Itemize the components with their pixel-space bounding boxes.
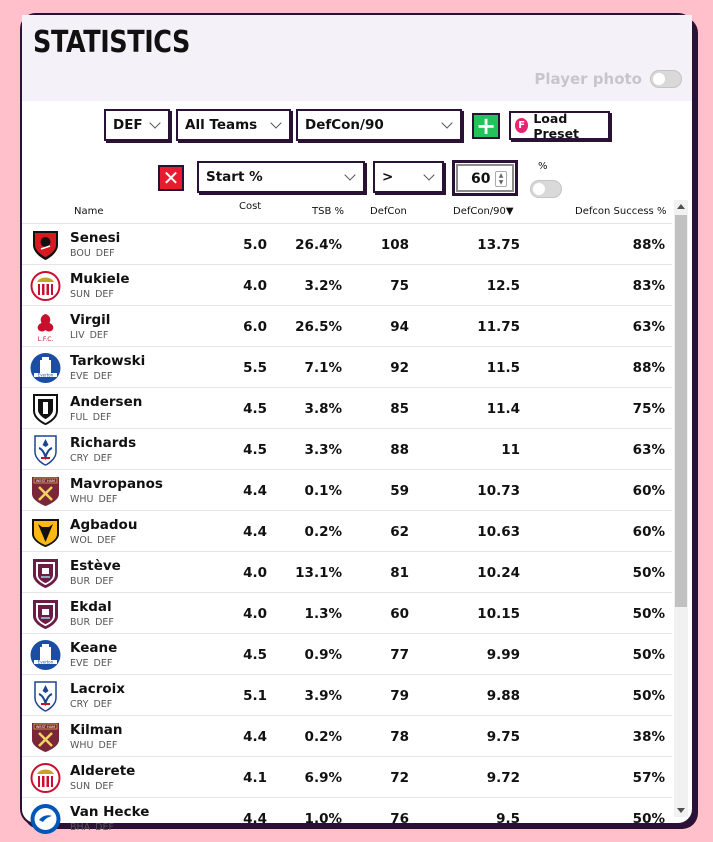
cell-defcon: 92	[390, 360, 409, 376]
cell-defcon: 79	[390, 688, 409, 704]
add-filter-button[interactable]: +	[472, 113, 500, 139]
cell-defcon90: 12.5	[486, 278, 520, 294]
cell-defcon: 76	[390, 811, 409, 827]
cell-success: 50%	[632, 647, 665, 663]
header	[22, 15, 692, 101]
team-select-value: All Teams	[185, 117, 258, 133]
player-team: LIV	[70, 330, 85, 341]
position-select-value: DEF	[113, 117, 143, 133]
remove-filter-button[interactable]: ✕	[158, 165, 184, 191]
player-meta	[70, 330, 108, 341]
svg-text:WEST HAM: WEST HAM	[35, 725, 56, 729]
brighton-badge	[29, 803, 62, 835]
cell-cost: 4.4	[243, 524, 267, 540]
cell-defcon90: 9.5	[496, 811, 520, 827]
player-name[interactable]: Tarkowski	[70, 353, 146, 369]
header-defcon[interactable]: DefCon	[370, 206, 407, 217]
cell-tsb: 3.9%	[304, 688, 342, 704]
player-name[interactable]: Andersen	[70, 394, 143, 410]
cell-defcon: 75	[390, 278, 409, 294]
table-row[interactable]	[22, 797, 672, 839]
cell-defcon90: 10.63	[477, 524, 520, 540]
player-position: DEF	[93, 699, 113, 710]
scrollbar-thumb[interactable]	[675, 215, 687, 607]
player-position: DEF	[95, 781, 114, 792]
player-name[interactable]: Ekdal	[70, 599, 112, 615]
cell-defcon: 85	[390, 401, 409, 417]
table-row[interactable]	[22, 387, 672, 429]
player-name[interactable]: Richards	[70, 435, 137, 451]
table-row[interactable]	[22, 715, 672, 757]
cell-cost: 5.5	[243, 360, 267, 376]
player-meta	[70, 371, 112, 382]
condition-stat-select[interactable]	[197, 161, 365, 193]
player-team: CRY	[70, 453, 89, 464]
chevron-down-icon	[344, 169, 355, 180]
player-name[interactable]: Kilman	[70, 722, 123, 738]
cell-tsb: 3.2%	[304, 278, 342, 294]
crystal-palace-badge	[29, 680, 62, 712]
cell-cost: 4.4	[243, 811, 267, 827]
player-meta	[70, 494, 117, 505]
cell-defcon: 78	[390, 729, 409, 745]
cell-defcon: 108	[380, 237, 409, 253]
burnley-badge	[29, 598, 62, 630]
stat-select[interactable]	[296, 109, 462, 141]
cell-cost: 4.4	[243, 729, 267, 745]
cell-tsb: 3.8%	[304, 401, 342, 417]
cell-success: 38%	[632, 729, 665, 745]
bournemouth-badge	[29, 229, 62, 261]
cell-success: 75%	[632, 401, 665, 417]
player-position: DEF	[98, 494, 118, 505]
load-preset-label: Load Preset	[533, 110, 580, 141]
header-defcon90-label: DefCon/90	[453, 206, 506, 217]
player-team: BOU	[70, 248, 91, 259]
svg-text:Everton: Everton	[37, 659, 54, 665]
cell-defcon90: 10.15	[477, 606, 520, 622]
player-photo-label: Player photo	[534, 70, 642, 88]
cell-defcon: 94	[390, 319, 409, 335]
player-meta	[70, 412, 112, 423]
liverpool-badge	[29, 311, 62, 343]
player-meta	[70, 699, 112, 710]
player-meta	[70, 781, 114, 792]
cell-success: 63%	[632, 319, 665, 335]
player-position: DEF	[95, 822, 114, 833]
team-select[interactable]	[176, 109, 291, 141]
player-team: WOL	[70, 535, 93, 546]
player-meta	[70, 617, 114, 628]
header-cost[interactable]: Cost	[239, 201, 262, 212]
cell-defcon: 72	[390, 770, 409, 786]
player-position: DEF	[95, 248, 115, 259]
scrollbar[interactable]	[674, 200, 688, 817]
player-team: SUN	[70, 289, 91, 300]
cell-tsb: 26.5%	[295, 319, 342, 335]
cell-defcon90: 10.24	[477, 565, 520, 581]
svg-text:Everton: Everton	[37, 372, 54, 378]
page-title: STATISTICS	[33, 25, 190, 60]
player-name[interactable]: Senesi	[70, 230, 121, 246]
everton-badge	[29, 352, 62, 384]
player-meta	[70, 248, 115, 259]
cell-tsb: 1.3%	[304, 606, 342, 622]
player-position: DEF	[98, 740, 118, 751]
cell-success: 50%	[632, 565, 665, 581]
player-team: EVE	[70, 371, 89, 382]
stat-select-value: DefCon/90	[305, 117, 384, 133]
player-team: BUR	[70, 576, 91, 587]
header-success[interactable]: Defcon Success %	[575, 206, 667, 217]
player-position: DEF	[93, 371, 113, 382]
table-row[interactable]	[22, 756, 672, 798]
cell-cost: 4.0	[243, 278, 267, 294]
table-row[interactable]	[22, 551, 672, 593]
player-name[interactable]: Mavropanos	[70, 476, 163, 492]
player-position: DEF	[93, 658, 113, 669]
player-team: EVE	[70, 658, 89, 669]
player-team: WHU	[70, 740, 94, 751]
position-select[interactable]	[104, 109, 170, 141]
header-name[interactable]: Name	[74, 206, 104, 217]
header-defcon90[interactable]	[453, 206, 514, 217]
chevron-down-icon	[423, 169, 434, 180]
player-position: DEF	[95, 617, 114, 628]
player-team: SUN	[70, 781, 91, 792]
cell-success: 50%	[632, 606, 665, 622]
cell-defcon90: 11.75	[477, 319, 520, 335]
cell-success: 50%	[632, 688, 665, 704]
filter-value-text: 60	[471, 171, 491, 187]
west-ham-badge	[29, 475, 62, 507]
player-meta	[70, 740, 117, 751]
table-row[interactable]	[22, 223, 672, 265]
cell-tsb: 6.9%	[304, 770, 342, 786]
cell-success: 60%	[632, 483, 665, 499]
cell-cost: 5.1	[243, 688, 267, 704]
svg-text:WEST HAM: WEST HAM	[35, 479, 56, 483]
player-name[interactable]: Estève	[70, 558, 121, 574]
fpl-logo-icon: F	[515, 118, 528, 133]
statistics-card	[20, 13, 694, 833]
cell-success: 88%	[632, 360, 665, 376]
wolves-badge	[29, 516, 62, 548]
cell-defcon: 77	[390, 647, 409, 663]
cell-tsb: 7.1%	[304, 360, 342, 376]
cell-defcon90: 9.72	[486, 770, 520, 786]
condition-stat-value: Start %	[206, 169, 263, 185]
cell-defcon90: 11	[501, 442, 520, 458]
cell-defcon90: 13.75	[477, 237, 520, 253]
cell-defcon: 59	[390, 483, 409, 499]
west-ham-badge	[29, 721, 62, 753]
player-position: DEF	[89, 330, 109, 341]
player-team: FUL	[70, 412, 88, 423]
player-name[interactable]: Agbadou	[70, 517, 138, 533]
chevron-down-icon	[441, 117, 452, 128]
player-name[interactable]: Virgil	[70, 312, 111, 328]
player-team: BUR	[70, 617, 91, 628]
cell-cost: 4.1	[243, 770, 267, 786]
player-photo-toggle[interactable]	[650, 70, 682, 88]
cell-cost: 4.5	[243, 442, 267, 458]
table-row[interactable]	[22, 633, 672, 675]
table-row[interactable]	[22, 264, 672, 306]
cell-tsb: 0.2%	[304, 524, 342, 540]
percent-label: %	[538, 161, 548, 172]
cell-cost: 4.4	[243, 483, 267, 499]
cell-tsb: 3.3%	[304, 442, 342, 458]
table-header	[22, 200, 672, 224]
cell-defcon90: 9.99	[486, 647, 520, 663]
table-row[interactable]	[22, 428, 672, 470]
header-tsb[interactable]: TSB %	[312, 206, 344, 217]
cell-defcon: 60	[390, 606, 409, 622]
operator-select[interactable]	[373, 161, 444, 193]
cell-defcon: 88	[390, 442, 409, 458]
cell-cost: 4.5	[243, 401, 267, 417]
scroll-up-icon[interactable]	[677, 204, 685, 209]
cell-tsb: 1.0%	[304, 811, 342, 827]
player-name[interactable]: Mukiele	[70, 271, 130, 287]
table-row[interactable]	[22, 346, 672, 388]
spinner-icon[interactable]: ▲ ▼	[495, 171, 507, 187]
cell-defcon90: 11.5	[486, 360, 520, 376]
player-position: DEF	[93, 453, 113, 464]
sunderland-badge	[29, 762, 62, 794]
cell-defcon90: 9.75	[486, 729, 520, 745]
cell-cost: 4.0	[243, 565, 267, 581]
filter-value-input[interactable]	[452, 160, 518, 196]
player-team: BHA	[70, 822, 91, 833]
player-name[interactable]: Lacroix	[70, 681, 125, 697]
cell-tsb: 0.9%	[304, 647, 342, 663]
cell-cost: 4.5	[243, 647, 267, 663]
player-meta	[70, 453, 112, 464]
cell-success: 57%	[632, 770, 665, 786]
table-row[interactable]	[22, 469, 672, 511]
player-position: DEF	[92, 412, 112, 423]
chevron-down-icon	[270, 117, 281, 128]
player-position: DEF	[95, 576, 114, 587]
table-row[interactable]	[22, 674, 672, 716]
load-preset-button[interactable]	[509, 111, 610, 140]
player-name[interactable]: Alderete	[70, 763, 136, 779]
cell-success: 50%	[632, 811, 665, 827]
player-meta	[70, 822, 114, 833]
player-meta	[70, 658, 112, 669]
cell-defcon90: 9.88	[486, 688, 520, 704]
cell-success: 60%	[632, 524, 665, 540]
player-team: CRY	[70, 699, 89, 710]
everton-badge	[29, 639, 62, 671]
player-position: DEF	[97, 535, 116, 546]
cell-cost: 4.0	[243, 606, 267, 622]
chevron-down-icon	[149, 117, 160, 128]
fulham-badge	[29, 393, 62, 425]
cell-success: 63%	[632, 442, 665, 458]
cell-defcon: 81	[390, 565, 409, 581]
svg-text:L.F.C.: L.F.C.	[37, 336, 54, 343]
sunderland-badge	[29, 270, 62, 302]
cell-cost: 6.0	[243, 319, 267, 335]
cell-tsb: 0.2%	[304, 729, 342, 745]
cell-tsb: 13.1%	[295, 565, 342, 581]
burnley-badge	[29, 557, 62, 589]
crystal-palace-badge	[29, 434, 62, 466]
player-team: WHU	[70, 494, 94, 505]
cell-success: 83%	[632, 278, 665, 294]
cell-defcon90: 10.73	[477, 483, 520, 499]
sort-desc-icon: ▼	[505, 206, 514, 217]
player-name[interactable]: Van Hecke	[70, 804, 150, 820]
table-row[interactable]	[22, 592, 672, 634]
cell-defcon: 62	[390, 524, 409, 540]
cell-defcon90: 11.4	[486, 401, 520, 417]
player-name[interactable]: Keane	[70, 640, 118, 656]
cell-cost: 5.0	[243, 237, 267, 253]
scroll-down-icon[interactable]	[677, 808, 685, 813]
cell-tsb: 0.1%	[304, 483, 342, 499]
cell-success: 88%	[632, 237, 665, 253]
player-meta	[70, 535, 116, 546]
player-position: DEF	[95, 289, 114, 300]
player-meta	[70, 576, 114, 587]
table-row[interactable]	[22, 510, 672, 552]
operator-value: >	[382, 169, 394, 185]
table-row[interactable]	[22, 305, 672, 347]
percent-toggle[interactable]	[530, 180, 562, 198]
player-meta	[70, 289, 114, 300]
cell-tsb: 26.4%	[295, 237, 342, 253]
